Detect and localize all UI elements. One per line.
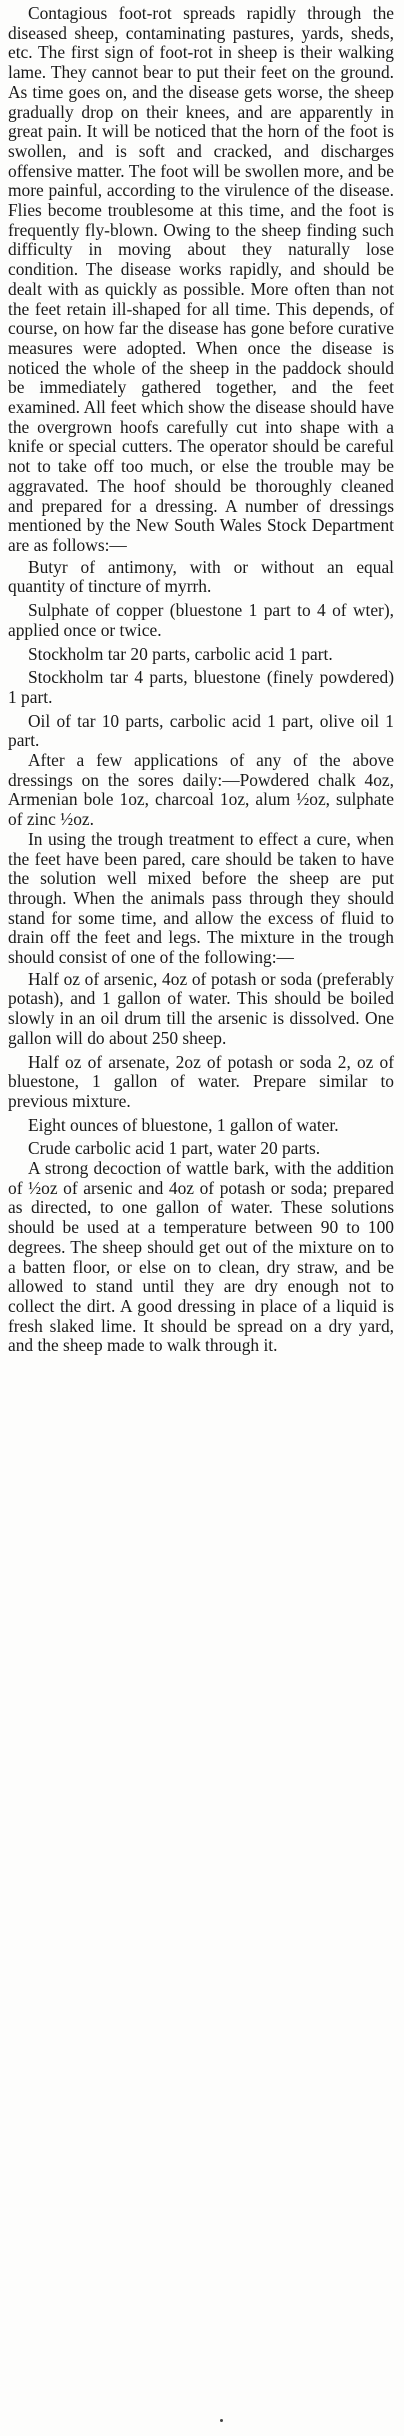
trough-mixture-item: Half oz of arsenate, 2oz of potash or soda 2, oz of bluestone, 1 gallon of water. Prepare similar to previous mixture. [8, 1051, 394, 1111]
dressing-item: Stockholm tar 4 parts, bluestone (finely powdered) 1 part. [8, 667, 394, 707]
dressing-item: Oil of tar 10 parts, carbolic acid 1 part, olive oil 1 part. [8, 710, 394, 751]
trough-mixture-item: Half oz of arsenic, 4oz of potash or soda (preferably potash), and 1 gallon of water. This should be boiled slowly in an oil drum till the arsenic is dissolved. One gallon will do about 250 sheep. [8, 968, 394, 1048]
trough-treatment-paragraph: In using the trough treatment to effect a cure, when the feet have been pared, care should be taken to have the solution well mixed before the sheep are put through. When the animals pass through they should stand for some time, and allow the excess of fluid to drain off the feet and legs. The mixture in the trough should consist of one of the following:— [8, 828, 394, 968]
trough-mixture-item: Crude carbolic acid 1 part, water 20 parts. [28, 1138, 321, 1159]
column-end-mark [220, 2419, 223, 2422]
trough-mixture-item: Eight ounces of bluestone, 1 gallon of water. [28, 1114, 339, 1135]
dressing-item: Butyr of antimony, with or without an equal quantity of tincture of myrrh. [8, 556, 394, 597]
closing-paragraph: A strong decoction of wattle bark, with the addition of ½oz of arsenic and 4oz of potash or soda; prepared as directed, to one gallon of water. These solutions should be used at a temperature between 90 to 100 degrees. The sheep should get out of the mixture on to a batten floor, or else on to clean, dry straw, and be allowed to stand until they are dry enough not to collect the dirt. A good dressing in place of a liquid is fresh slaked lime. It should be spread on a dry yard, and the sheep made to walk through it. [8, 1158, 394, 1356]
sores-dressing-paragraph: After a few applications of any of the above dressings on the sores daily:—Powdered chalk 4oz, Armenian bole 1oz, charcoal 1oz, alum ½oz, sulphate of zinc ½oz. [8, 750, 394, 830]
dressing-item: Stockholm tar 20 parts, carbolic acid 1 part. [28, 643, 333, 664]
intro-paragraph: Contagious foot-rot spreads rapidly through the diseased sheep, contaminating pastures, yards, sheds, etc. The first sign of foot-rot in sheep is their walking lame. They cannot bear to put their feet on the ground. As time goes on, and the disease gets worse, the sheep gradually drop on their knees, and are apparently in great pain. It will be noticed that the horn of the foot is swollen, and is soft and cracked, and discharges offensive matter. The foot will be swollen more, and be more painful, according to the virulence of the disease. Flies become troublesome at this time, and the foot is frequently fly-blown. Owing to the sheep finding such difficulty in moving about they naturally lose condition. The disease works rapidly, and should be dealt with as quickly as possible. More often than not the feet retain ill-shaped for all time. This depends, of course, on how far the disease has gone before curative measures were adopted. When once the disease is noticed the whole of the sheep in the paddock should be immediately gathered together, and the feet examined. All feet which show the disease should have the overgrown hoofs carefully cut into shape with a knife or special cutters. The operator should be careful not to take off too much, or else the trouble may be aggravated. The hoof should be thoroughly cleaned and prepared for a dressing. A number of dressings mentioned by the New South Wales Stock Department are as follows:— [8, 3, 394, 555]
dressing-item: Sulphate of copper (bluestone 1 part to 4 of wter), applied once or twice. [8, 600, 394, 640]
